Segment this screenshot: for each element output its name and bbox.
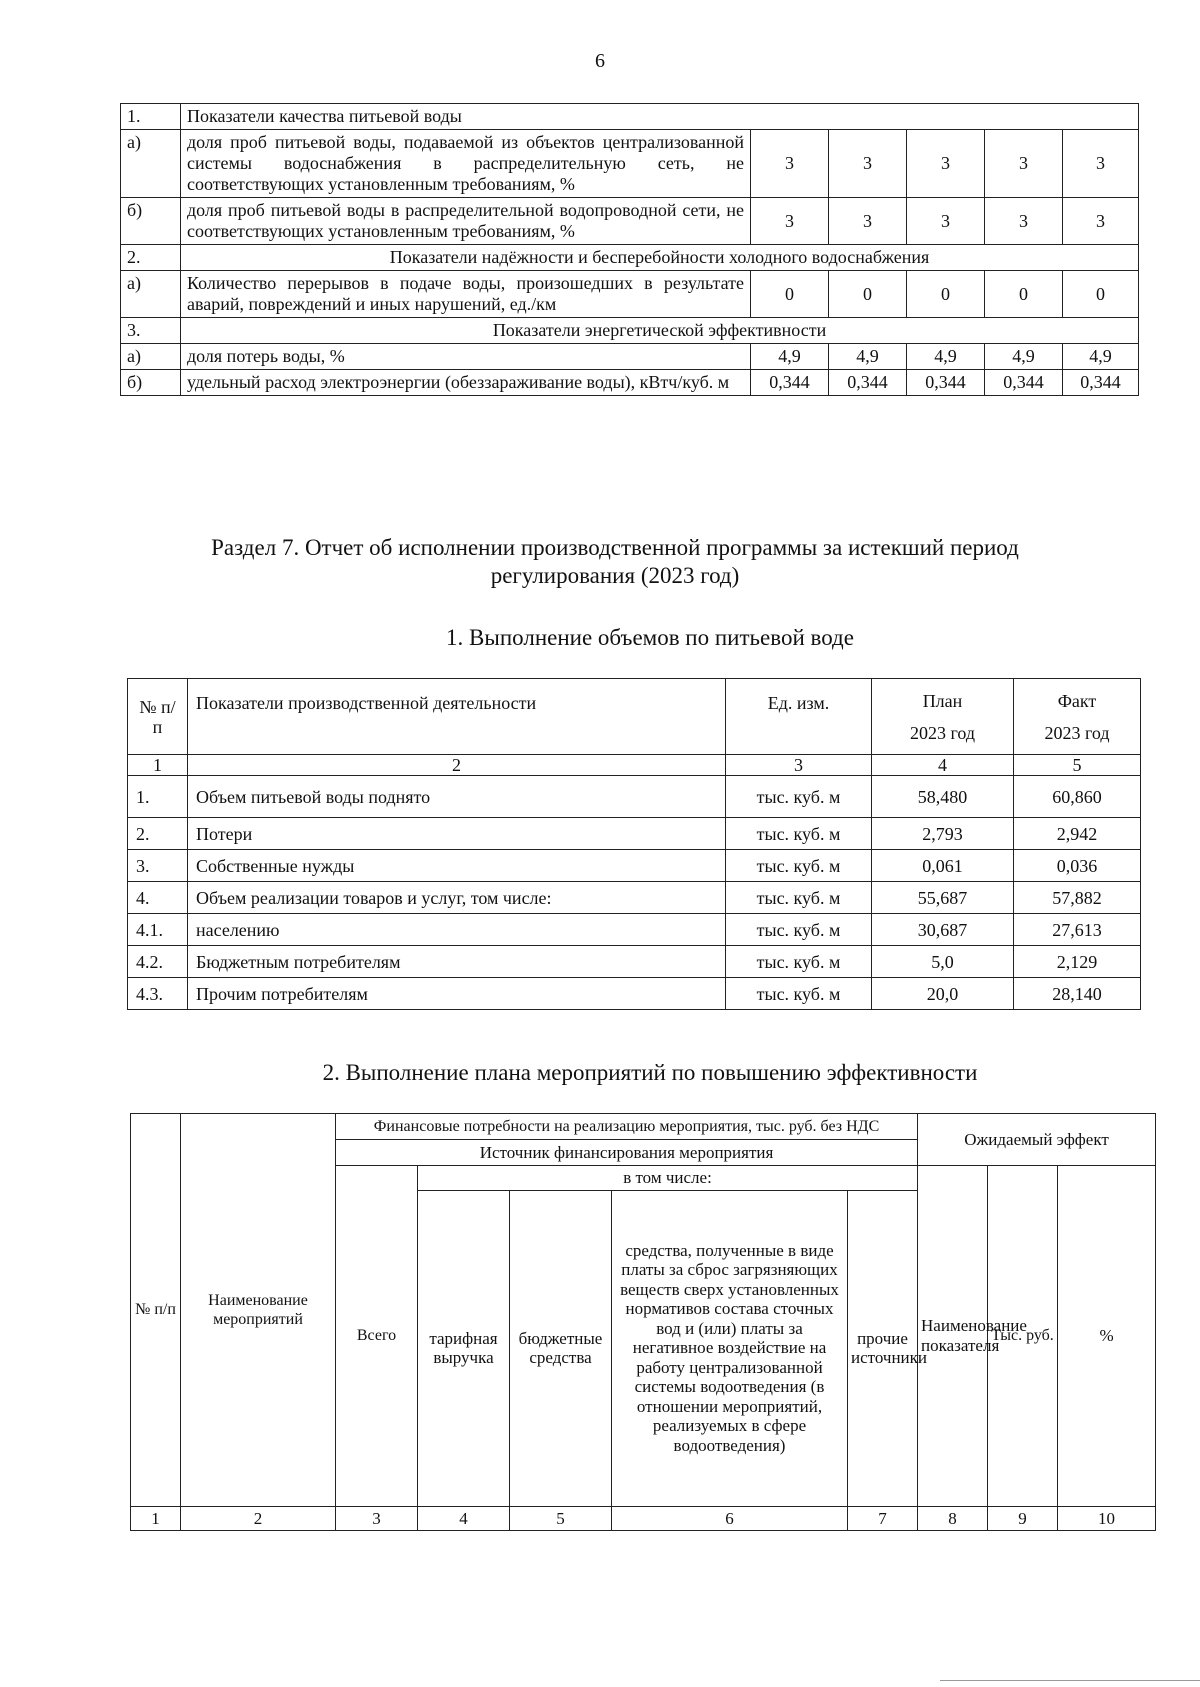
indicator-value: 3 xyxy=(907,130,985,198)
indicator-label: Количество перерывов в подаче воды, произошедших в результате аварий, повреждений и иных нарушений, ед./км xyxy=(181,271,751,318)
indicator-value: 3 xyxy=(829,198,907,245)
row-fact: 57,882 xyxy=(1014,882,1141,914)
col-number: 8 xyxy=(918,1506,988,1531)
indicator-value: 3 xyxy=(829,130,907,198)
row-number: 4.2. xyxy=(128,946,188,978)
row-number: 3. xyxy=(121,318,181,344)
row-plan: 2,793 xyxy=(872,818,1014,850)
header-budget: бюджетные средства xyxy=(510,1190,612,1506)
table-row xyxy=(121,198,1139,245)
indicator-value: 0 xyxy=(751,271,829,318)
indicator-value: 0,344 xyxy=(907,370,985,396)
row-number: 4. xyxy=(128,882,188,914)
row-number: 4.1. xyxy=(128,914,188,946)
indicator-value: 3 xyxy=(751,198,829,245)
section-label: Показатели качества питьевой воды xyxy=(181,104,1139,130)
col-number: 2 xyxy=(188,755,726,776)
subsection-title-2: 2. Выполнение плана мероприятий по повышению эффективности xyxy=(322,1060,978,1085)
indicator-label: доля проб питьевой воды в распределительной водопроводной сети, не соответствующих установленным требованиям, % xyxy=(181,198,751,245)
row-label: Прочим потребителям xyxy=(188,978,726,1010)
indicator-value: 0 xyxy=(985,271,1063,318)
row-label: Собственные нужды xyxy=(188,850,726,882)
header-indicator-name: Наименование показателя xyxy=(918,1166,988,1507)
indicator-value: 3 xyxy=(1063,130,1139,198)
header-fact-label: Факт xyxy=(1057,690,1097,711)
row-number: б) xyxy=(121,198,181,245)
header-including: в том числе: xyxy=(418,1166,918,1191)
indicator-value: 0,344 xyxy=(1063,370,1139,396)
col-number: 4 xyxy=(418,1506,510,1531)
col-number: 5 xyxy=(1014,755,1141,776)
indicator-value: 0,344 xyxy=(985,370,1063,396)
row-unit: тыс. куб. м xyxy=(726,818,872,850)
row-unit: тыс. куб. м xyxy=(726,850,872,882)
section-label: Показатели надёжности и бесперебойности холодного водоснабжения xyxy=(181,245,1139,271)
row-fact: 60,860 xyxy=(1014,776,1141,818)
table-row xyxy=(121,271,1139,318)
col-number: 6 xyxy=(612,1506,848,1531)
table-row xyxy=(121,318,1139,344)
table-row xyxy=(121,130,1139,198)
row-label: Потери xyxy=(188,818,726,850)
header-total: Всего xyxy=(336,1166,418,1507)
row-fact: 0,036 xyxy=(1014,850,1141,882)
table-row xyxy=(121,370,1139,396)
table-row xyxy=(128,978,1141,1010)
table-row xyxy=(128,946,1141,978)
indicator-value: 4,9 xyxy=(985,344,1063,370)
row-unit: тыс. куб. м xyxy=(726,978,872,1010)
row-number: 3. xyxy=(128,850,188,882)
col-number: 5 xyxy=(510,1506,612,1531)
row-number: 1. xyxy=(128,776,188,818)
header-plan-year: 2023 год xyxy=(909,722,976,743)
col-number: 9 xyxy=(988,1506,1058,1531)
row-plan: 0,061 xyxy=(872,850,1014,882)
table-row xyxy=(128,776,1141,818)
header-source: Источник финансирования мероприятия xyxy=(336,1140,918,1166)
table-row xyxy=(121,344,1139,370)
page-number: 6 xyxy=(595,50,605,72)
row-number: 2. xyxy=(121,245,181,271)
row-label: Бюджетным потребителям xyxy=(188,946,726,978)
row-plan: 58,480 xyxy=(872,776,1014,818)
header-fees: средства, полученные в виде платы за сброс загрязняющих веществ сверх установленных нормативов состава сточных вод и (или) платы за негативное воздействие на работу централизованной системы водоотведения (в отношении мероприятий, реализуемых в сфере водоотведения) xyxy=(612,1190,848,1506)
indicator-value: 4,9 xyxy=(751,344,829,370)
row-unit: тыс. куб. м xyxy=(726,882,872,914)
header-fact-year: 2023 год xyxy=(1044,722,1110,743)
section-label: Показатели энергетической эффективности xyxy=(181,318,1139,344)
col-number: 3 xyxy=(336,1506,418,1531)
table-row xyxy=(128,850,1141,882)
col-number: 3 xyxy=(726,755,872,776)
indicator-value: 4,9 xyxy=(829,344,907,370)
col-number: 2 xyxy=(181,1506,336,1531)
indicator-value: 0,344 xyxy=(751,370,829,396)
indicator-value: 3 xyxy=(1063,198,1139,245)
row-number: 4.3. xyxy=(128,978,188,1010)
row-unit: тыс. куб. м xyxy=(726,914,872,946)
row-plan: 5,0 xyxy=(872,946,1014,978)
row-number: а) xyxy=(121,344,181,370)
subsection-title-1: 1. Выполнение объемов по питьевой воде xyxy=(446,625,854,650)
indicators-table xyxy=(120,103,1139,396)
col-number: 7 xyxy=(848,1506,918,1531)
col-number: 1 xyxy=(131,1506,181,1531)
row-number: 2. xyxy=(128,818,188,850)
section-title: Раздел 7. Отчет об исполнении производственной программы за истекший период регулирования (2023 год) xyxy=(211,535,1019,588)
table-row xyxy=(128,882,1141,914)
row-plan: 20,0 xyxy=(872,978,1014,1010)
col-number: 10 xyxy=(1058,1506,1156,1531)
indicator-value: 4,9 xyxy=(1063,344,1139,370)
indicator-label: доля проб питьевой воды, подаваемой из объектов централизованной системы водоснабжения в распределительную сеть, не соответствующих установленным требованиям, % xyxy=(181,130,751,198)
row-fact: 28,140 xyxy=(1014,978,1141,1010)
header-tariff: тарифная выручка xyxy=(418,1190,510,1506)
row-plan: 55,687 xyxy=(872,882,1014,914)
row-fact: 2,129 xyxy=(1014,946,1141,978)
row-fact: 27,613 xyxy=(1014,914,1141,946)
table-row xyxy=(128,914,1141,946)
table-row xyxy=(128,818,1141,850)
indicator-value: 0 xyxy=(907,271,985,318)
header-name: Наименование мероприятий xyxy=(181,1114,336,1507)
row-plan: 30,687 xyxy=(872,914,1014,946)
water-volume-table xyxy=(127,678,1141,1010)
row-label: населению xyxy=(188,914,726,946)
header-plan xyxy=(872,679,1014,755)
col-number: 1 xyxy=(128,755,188,776)
efficiency-measures-table xyxy=(130,1113,1156,1531)
header-expected-effect: Ожидаемый эффект xyxy=(918,1114,1156,1166)
indicator-value: 3 xyxy=(985,130,1063,198)
row-label: Объем питьевой воды поднято xyxy=(188,776,726,818)
indicator-value: 0 xyxy=(1063,271,1139,318)
row-fact: 2,942 xyxy=(1014,818,1141,850)
header-indicator: Показатели производственной деятельности xyxy=(188,679,726,755)
indicator-label: доля потерь воды, % xyxy=(181,344,751,370)
header-other: прочие источники xyxy=(848,1190,918,1506)
indicator-value: 0,344 xyxy=(829,370,907,396)
row-unit: тыс. куб. м xyxy=(726,776,872,818)
indicator-value: 3 xyxy=(907,198,985,245)
indicator-value: 0 xyxy=(829,271,907,318)
table-row xyxy=(121,104,1139,130)
indicator-value: 4,9 xyxy=(907,344,985,370)
row-number: 1. xyxy=(121,104,181,130)
header-thousand-rub: Тыс. руб. xyxy=(988,1166,1058,1507)
row-number: а) xyxy=(121,130,181,198)
indicator-label: удельный расход электроэнергии (обеззараживание воды), кВтч/куб. м xyxy=(181,370,751,396)
header-fact xyxy=(1014,679,1141,755)
row-number: б) xyxy=(121,370,181,396)
footer-rule xyxy=(940,1680,1200,1681)
header-num: № п/п xyxy=(128,679,188,755)
row-unit: тыс. куб. м xyxy=(726,946,872,978)
indicator-value: 3 xyxy=(985,198,1063,245)
table-row xyxy=(121,245,1139,271)
header-financial-needs: Финансовые потребности на реализацию мероприятия, тыс. руб. без НДС xyxy=(336,1114,918,1140)
header-percent: % xyxy=(1058,1166,1156,1507)
row-number: а) xyxy=(121,271,181,318)
indicator-value: 3 xyxy=(751,130,829,198)
col-number: 4 xyxy=(872,755,1014,776)
header-num: № п/п xyxy=(131,1114,181,1507)
header-unit: Ед. изм. xyxy=(726,679,872,755)
row-label: Объем реализации товаров и услуг, том числе: xyxy=(188,882,726,914)
header-plan-label: План xyxy=(922,690,963,711)
